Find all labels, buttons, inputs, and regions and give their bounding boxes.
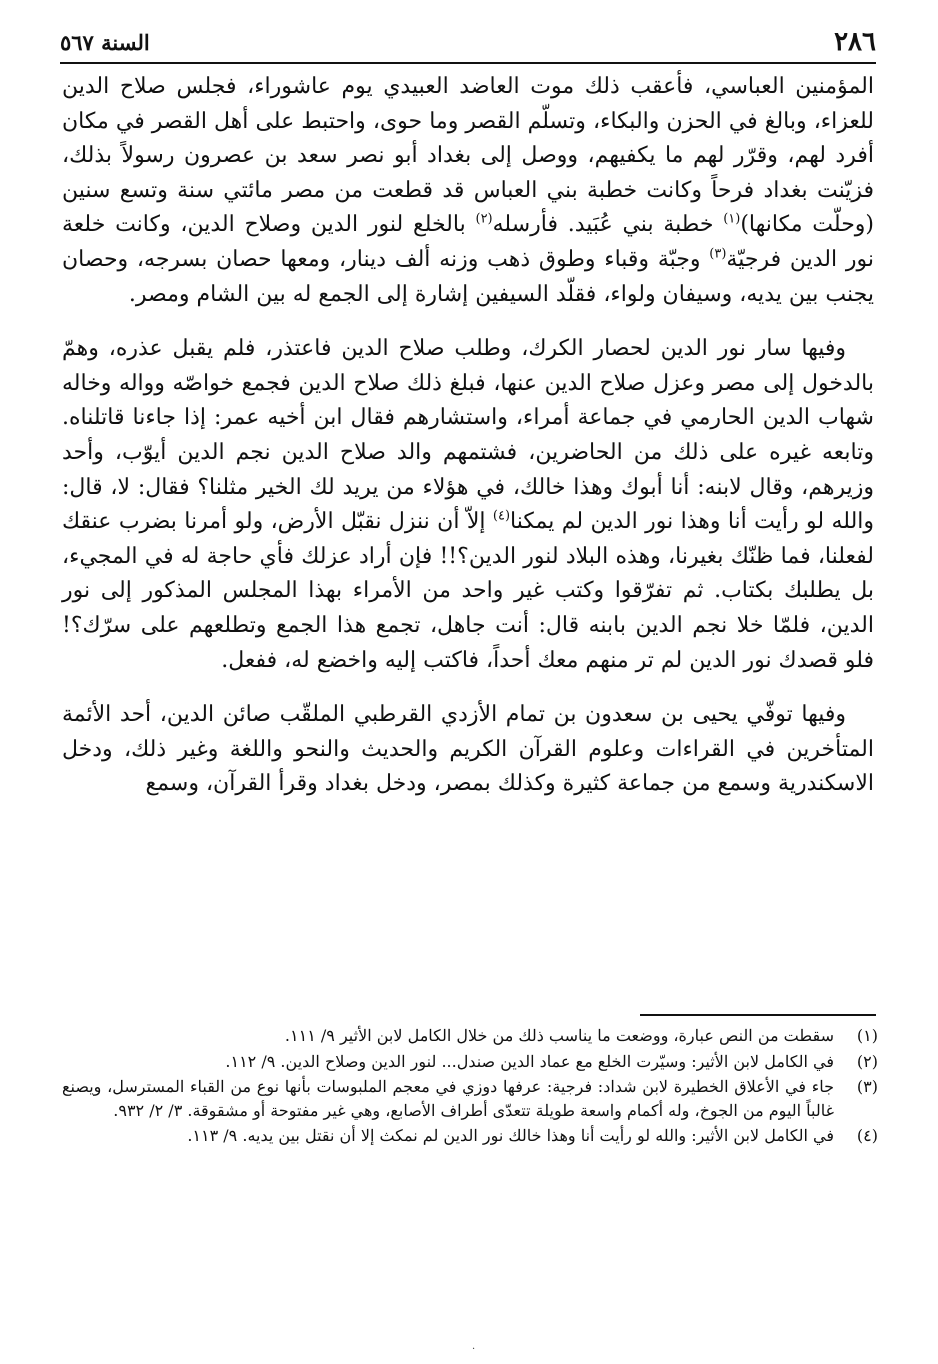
running-head: السنة ٥٦٧ — [60, 29, 150, 55]
footnote-number: (٣) — [856, 1077, 878, 1096]
page-header — [60, 26, 876, 58]
footnote-text: في الكامل لابن الأثير: وسيّرت الخلع مع عماد الدين صندل... لنور الدين وصلاح الدين. ٩/ ١١٢. — [225, 1051, 834, 1071]
text-run: وجبّة وقباء وطوق ذهب وزنه ألف دينار، ومعها حصان بسرجه، وحصان يجنب بين يديه، وسيفان ولواء، فقلّد السيفين إشارة إلى الجمع له بين الشام ومصر. — [62, 246, 874, 307]
footnote-1 — [62, 1024, 878, 1048]
text-run: وفيها سار نور الدين لحصار الكرك، وطلب صلاح الدين فاعتذر، فلم يقبل عذره، وهمّ بالدخول إلى مصر وعزل صلاح الدين عنها، فبلغ ذلك صلاح الدين فجمع خواصّه وواله وخاله شهاب الدين الحارمي في جماعة أمراء، واستشارهم فقال ابن أخيه عمر: إذا جاءنا قاتلناه. وتابعه غيره على ذلك من الحاضرين، فشتمهم والد صلاح الدين نجم الدين أيوّب، وأحد وزيرهم، وقال لابنه: أنا أبوك وهذا خالك، في هؤلاء من يريد لك الخير مثلنا؟ فقال: لا، قال: والله لو رأيت أنا وهذا نور الدين لم يمكنا — [62, 336, 875, 535]
footnotes — [62, 1024, 878, 1150]
footnote-3 — [62, 1075, 878, 1122]
footnote-ref-1[interactable]: (١) — [723, 212, 741, 228]
footnote-text: جاء في الأعلاق الخطيرة لابن شداد: فرجية: عرفها دوزي في معجم الملبوسات بأنها نوع من القباء المسترسل، ويصنع غالباً اليوم من الجوخ، وله أكمام واسعة طويلة تتعدّى أطراف الأصابع، وهي غير مفتوحة أو مشقوقة. ٣/ ٢/ ٩٣٢. — [62, 1077, 834, 1120]
text-run: بالخلع لنور الدين وصلاح الدين، وكانت خلعة نور الدين فرجيّة — [62, 212, 874, 272]
text-run: إلاّ أن ننزل نقبّل الأرض، ولو أمرنا بضرب عنقك لفعلنا، فما ظنّك بغيرنا، وهذه البلاد لنور الدين؟!! فإن أراد عزلك فأي حاجة له في المجيء، بل يطلبك بكتاب. ثم تفرّقوا وكتب غير واحد من الأمراء بهذا المجلس المذكور إلى نور الدين، فلمّا خلا نجم الدين بابنه قال: أنت جاهل، تجمع هذا الجمع وتطلعهم على سرّك؟! فلو قصدك نور الدين لم تر منهم معك أحداً، فاكتب إليه واخضع له، ففعل. — [62, 509, 874, 673]
text-run: خطبة بني عُبَيد. فأرسله — [492, 212, 724, 238]
footnote-number: (١) — [856, 1026, 878, 1045]
footnote-number: (٤) — [856, 1126, 878, 1145]
footnote-text: في الكامل لابن الأثير: والله لو رأيت أنا وهذا خالك نور الدين لم نمكث إلا أن نقتل بين يديه. ٩/ ١١٣. — [187, 1126, 834, 1145]
text-run: المؤمنين العباسي، فأعقب ذلك موت العاضد العبيدي يوم عاشوراء، فجلس صلاح الدين للعزاء، وبالغ في الحزن والبكاء، وتسلّم القصر وما حوى، واحتبط على أهل القصر في مكان أفرد لهم، وقرّر لهم ما يكفيهم، ووصل إلى بغداد أبو نصر سعد بن عصرون رسولاً بذلك، فزيّنت بغداد فرحاً وكانت خطبة بني العباس قد قطعت من مصر مائتي سنة وتسع سنين (وحلّت مكانها) — [62, 74, 875, 238]
footnote-2 — [62, 1050, 878, 1074]
header-rule — [60, 62, 876, 64]
footnote-number: (٢) — [856, 1051, 878, 1071]
footnote-4 — [62, 1124, 878, 1148]
footnote-ref-2[interactable]: (٢) — [475, 212, 493, 228]
footnote-ref-4[interactable]: (٤) — [492, 508, 511, 524]
footnote-ref-3[interactable]: (٣) — [709, 246, 727, 262]
footnote-rule — [640, 1014, 876, 1016]
paragraph-3: وفيها توفّي يحيى بن سعدون بن تمام الأزدي القرطبي الملقّب صائن الدين، أحد الأئمة المتأخرين في القراءات وعلوم القرآن الكريم والحديث والنحو واللغة وغير ذلك، ودخل الاسكندرية وسمع من جماعة كثيرة وكذلك بمصر، ودخل بغداد وقرأ القرآن، وسمع — [62, 702, 874, 797]
scan-speck: · — [472, 1344, 476, 1355]
main-text — [62, 70, 874, 802]
footnote-text: سقطت من النص عبارة، ووضعت ما يناسب ذلك من خلال الكامل لابن الأثير ٩/ ١١١. — [284, 1026, 834, 1045]
page-number: ٢٨٦ — [834, 27, 876, 57]
paragraph-2 — [62, 332, 874, 678]
paragraph-1 — [62, 70, 874, 312]
